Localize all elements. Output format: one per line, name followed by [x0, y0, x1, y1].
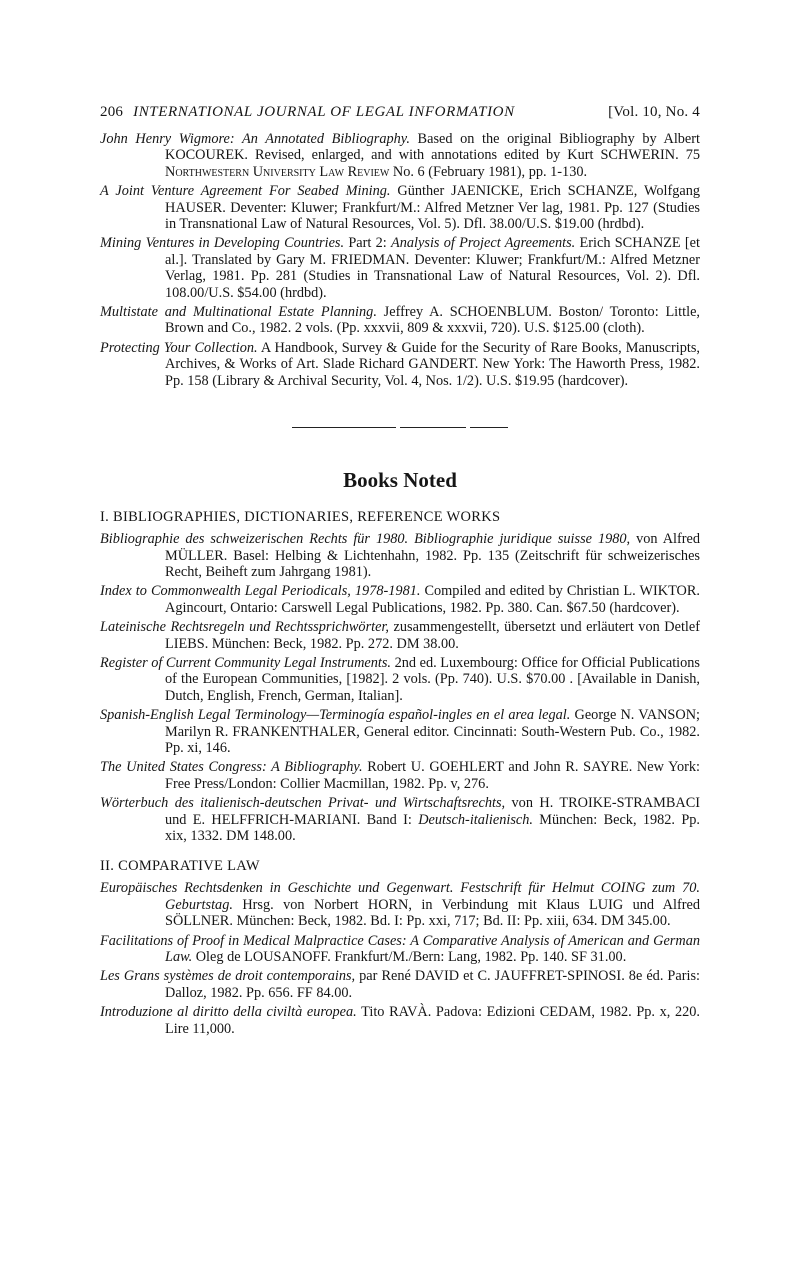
bibliography-entry [100, 183, 700, 232]
entry-journal: Northwestern University Law Review [165, 163, 390, 180]
entry-details: George N. VANSON; Marilyn R. FRANKENTHALER, General editor. Cincinnati: South-Western Pub. Co., 1982. Pp. xi, 146. [165, 707, 700, 756]
entry-details: Based on the original Bibliography by Albert KOCOUREK. Revised, enlarged, and with annotations edited by Kurt SCHWERIN. 75 [165, 131, 701, 164]
entry-title: Multistate and Multinational Estate Planning. [100, 304, 377, 321]
entry-title: Protecting Your Collection. [100, 339, 258, 356]
book-entry [100, 933, 700, 966]
entry-subtitle: Deutsch-italienisch. [418, 811, 533, 828]
running-head [100, 104, 700, 121]
bibliography-entry [100, 340, 700, 389]
bibliography-entry [100, 131, 700, 180]
entry-details: zusammengestellt, übersetzt und erläutert von Detlef LIEBS. München: Beck, 1982. Pp. 272. DM 38.00. [165, 619, 701, 652]
entry-details-tail: München: Beck, 1982. Pp. xix, 1332. DM 148.00. [165, 811, 700, 844]
entry-details: par René DAVID et C. JAUFFRET-SPINOSI. 8e éd. Paris: Dalloz, 1982. Pp. 656. FF 84.00. [165, 968, 700, 1001]
entry-details: Robert U. GOEHLERT and John R. SAYRE. New York: Free Press/London: Collier Macmillan, 1982. Pp. v, 276. [165, 759, 700, 792]
section-heading-bibliographies: I. BIBLIOGRAPHIES, DICTIONARIES, REFERENCE WORKS [100, 509, 501, 526]
entry-title: A Joint Venture Agreement For Seabed Mining. [100, 183, 391, 200]
book-entry [100, 1004, 700, 1037]
entry-title: Lateinische Rechtsregeln und Rechtssprichwörter, [100, 619, 390, 636]
bibliography-entry [100, 235, 700, 301]
entry-title: The United States Congress: A Bibliography. [100, 759, 363, 776]
entry-details-tail: Erich SCHANZE [et al.]. Translated by Gary M. FRIEDMAN. Deventer: Kluwer; Frankfurt/M.: Alfred Metzner Verlag, 1981. Pp. 281 (Studies in Transnational Law of Natural Resources, Vol. 2). Dfl. 108.00/U.S. $54.00 (hrdbd). [165, 235, 701, 301]
book-entry [100, 707, 700, 756]
entry-details: von H. TROIKE-STRAMBACI und E. HELFFRICH-MARIANI. Band I: [165, 795, 701, 828]
entry-title: Les Grans systèmes de droit contemporains, [100, 968, 356, 985]
journal-page [100, 104, 700, 1040]
section-heading-comparative-law: II. COMPARATIVE LAW [100, 858, 260, 875]
entry-title: Mining Ventures in Developing Countries. [100, 235, 345, 252]
entry-title: Register of Current Community Legal Instruments. [100, 654, 392, 671]
entry-details: Part 2: [344, 235, 392, 252]
entry-title: John Henry Wigmore: An Annotated Bibliography. [100, 131, 410, 147]
entry-subtitle: Analysis of Project Agreements. [391, 235, 576, 252]
section-divider [100, 427, 700, 428]
bibliography-entry [100, 304, 700, 337]
entry-title: Index to Commonwealth Legal Periodicals, 1978-1981. [100, 583, 421, 600]
book-entry [100, 795, 700, 844]
entry-details: A Handbook, Survey & Guide for the Security of Rare Books, Manuscripts, Archives, & Works of Art. Slade Richard GANDERT. New York: The Haworth Press, 1982. Pp. 158 (Library & Archival Security, Vol. 4, Nos. 1/2). U.S. $19.95 (hardcover). [165, 339, 700, 389]
book-entry [100, 619, 700, 652]
book-entry [100, 531, 700, 580]
book-entry [100, 759, 700, 792]
entry-details: Tito RAVÀ. Padova: Edizioni CEDAM, 1982. Pp. x, 220. Lire 11,000. [165, 1004, 700, 1037]
entry-details: Günther JAENICKE, Erich SCHANZE, Wolfgang HAUSER. Deventer: Kluwer; Frankfurt/M.: Alfred Metzner Ver lag, 1981. Pp. 127 (Studies in Transnational Law of Natural Resources, Vol. 5). Dfl. 38.00/U.S. $19.00 (hrdbd). [165, 183, 700, 233]
entry-details: Compiled and edited by Christian L. WIKTOR. Agincourt, Ontario: Carswell Legal Publications, 1982. Pp. 380. Can. $67.50 (hardcover). [165, 583, 700, 616]
entry-title: Introduzione al diritto della civiltà europea. [100, 1004, 357, 1021]
entry-title: Facilitations of Proof in Medical Malpractice Cases: A Comparative Analysis of American and German Law. [100, 932, 700, 966]
entry-details: Jeffrey A. SCHOENBLUM. Boston/ Toronto: Little, Brown and Co., 1982. 2 vols. (Pp. xxxvii, 809 & xxxvii, 720). U.S. $125.00 (cloth). [165, 304, 700, 337]
entry-details-tail: No. 6 (February 1981), pp. 1-130. [389, 163, 588, 180]
page-number: 206 [100, 104, 124, 120]
entry-title: Europäisches Rechtsdenken in Geschichte und Gegenwart. Festschrift für Helmut COING zum 70. Geburtstag. [100, 880, 700, 913]
book-entry [100, 880, 700, 929]
book-entry [100, 968, 700, 1001]
entry-details: 2nd ed. Luxembourg: Office for Official Publications of the European Communities, [1982]. 2 vols. (Pp. 740). U.S. $70.00 . [Available in Danish, Dutch, English, French, German, Italian]. [165, 654, 700, 704]
entry-title: Wörterbuch des italienisch-deutschen Privat- und Wirtschaftsrechts, [100, 795, 506, 812]
entry-title: Spanish-English Legal Terminology—Terminogía español-ingles en el area legal. [100, 707, 571, 724]
volume-info: [Vol. 10, No. 4 [608, 104, 700, 120]
entry-details: Hrsg. von Norbert HORN, in Verbindung mit Klaus LUIG und Alfred SÖLLNER. München: Beck, 1982. Bd. I: Pp. xxi, 717; Bd. II: Pp. xiii, 634. DM 345.00. [165, 896, 700, 930]
journal-title: INTERNATIONAL JOURNAL OF LEGAL INFORMATION [133, 104, 515, 120]
entry-details: Oleg de LOUSANOFF. Frankfurt/M./Bern: Lang, 1982. Pp. 140. SF 31.00. [192, 949, 627, 966]
entry-details: von Alfred MÜLLER. Basel: Helbing & Lichtenhahn, 1982. Pp. 135 (Zeitschrift für schweizerisches Recht, Beiheft zum Jahrgang 1981). [165, 531, 701, 580]
book-entry [100, 655, 700, 704]
book-entry [100, 583, 700, 616]
entry-title: Bibliographie des schweizerischen Rechts für 1980. Bibliographie juridique suisse 1980, [100, 531, 631, 548]
books-noted-title: Books Noted [343, 468, 457, 493]
